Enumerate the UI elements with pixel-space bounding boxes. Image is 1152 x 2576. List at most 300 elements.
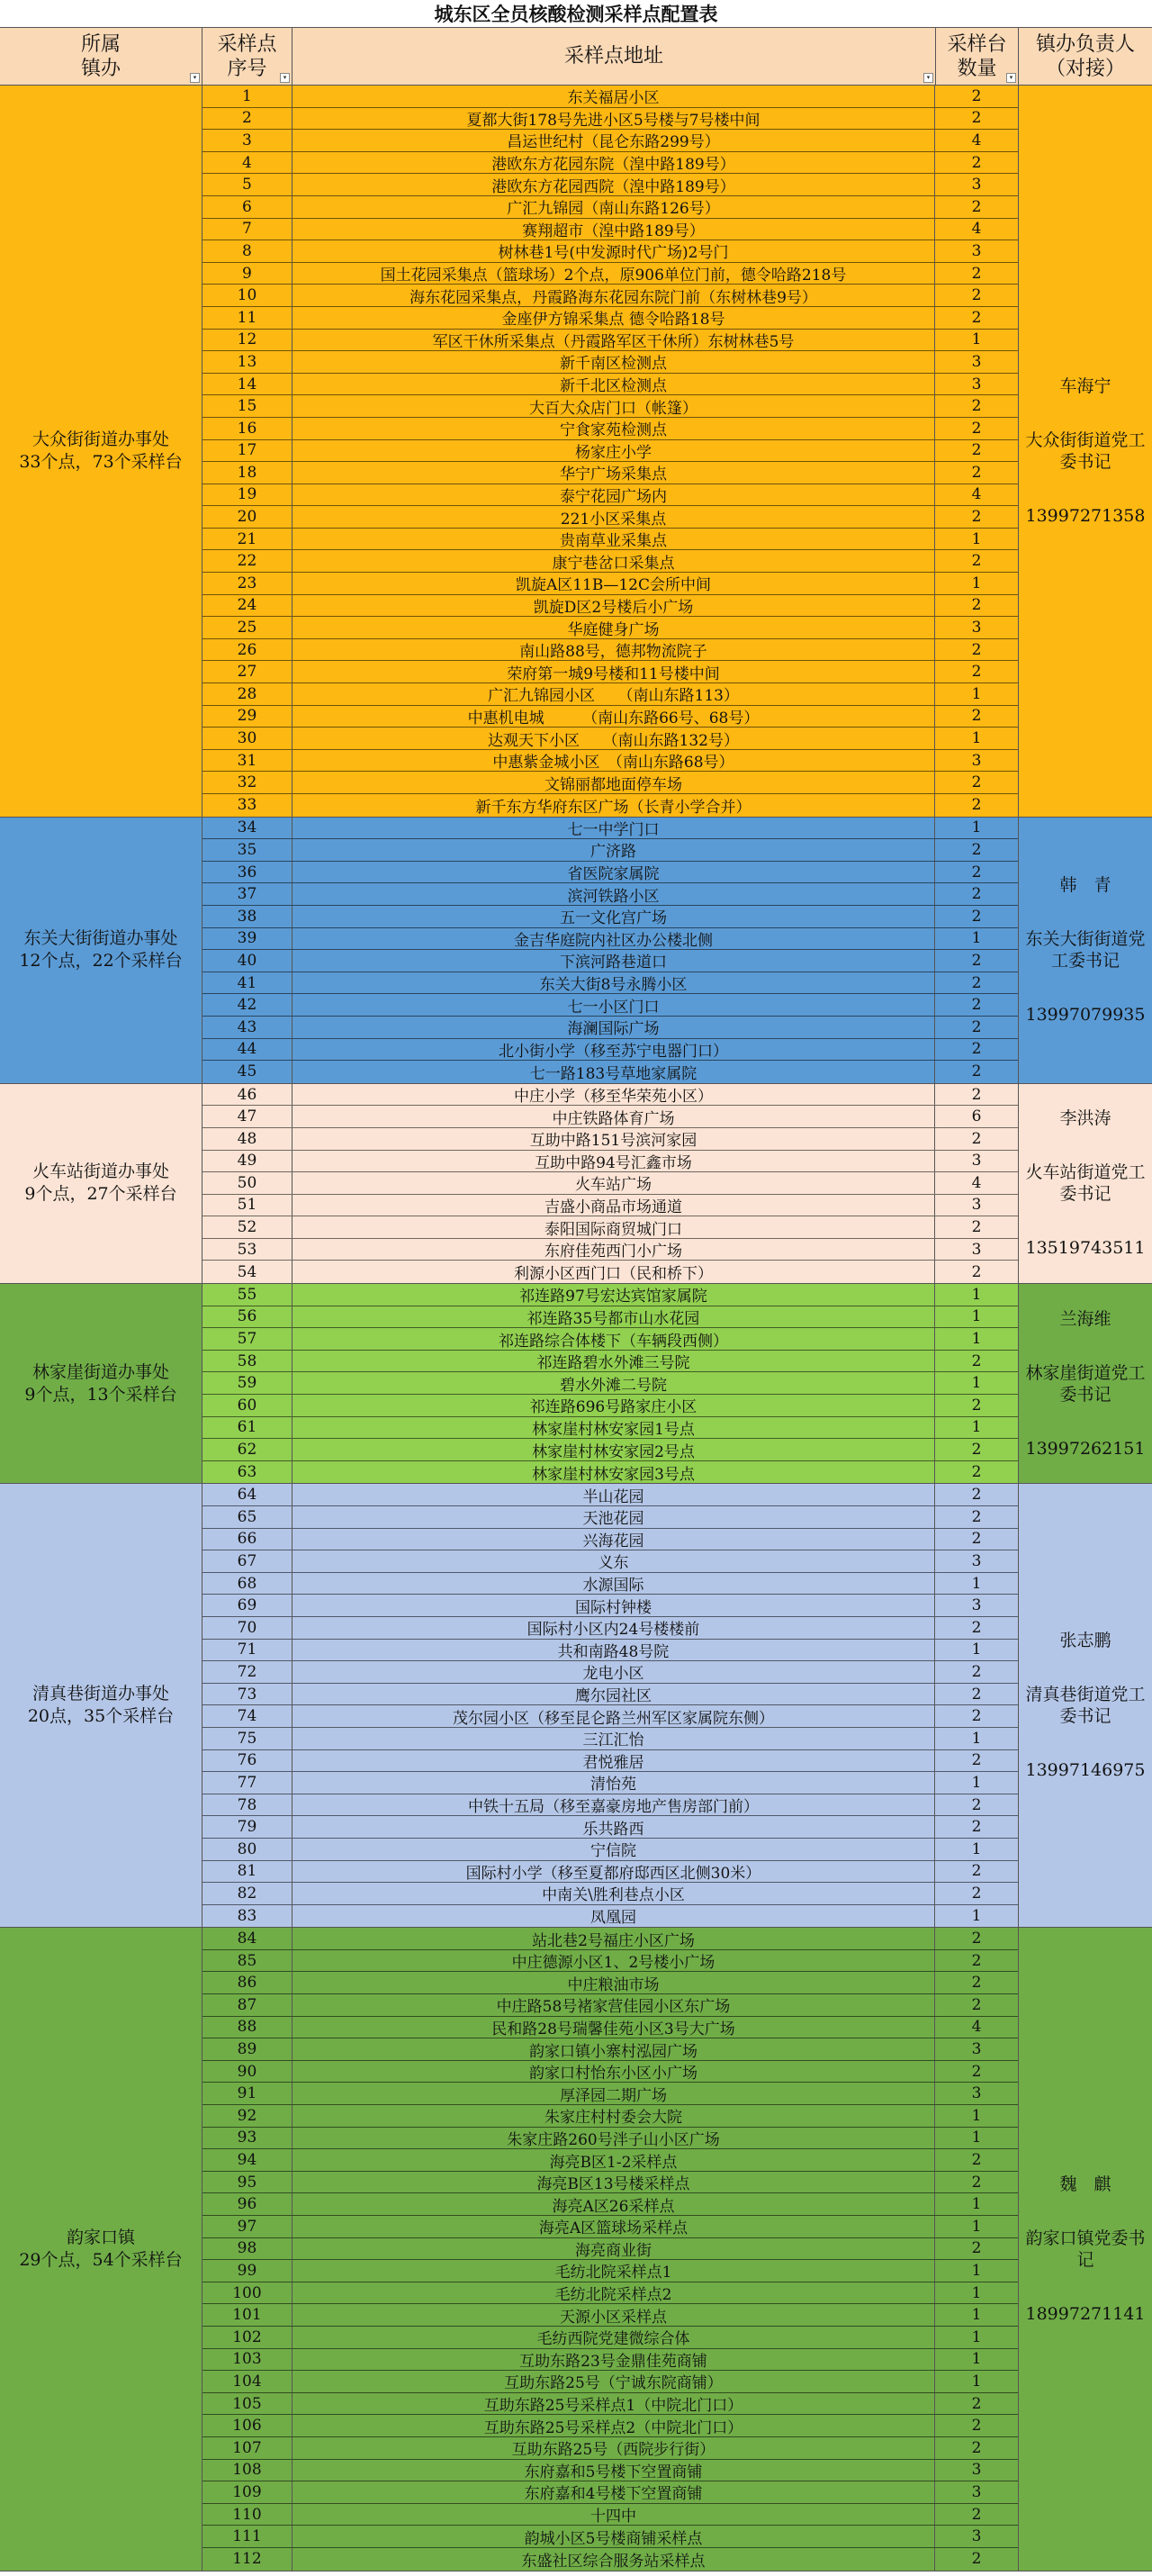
table-row bbox=[202, 1484, 1018, 1506]
leader-name: 韩 青 bbox=[1059, 875, 1112, 896]
site-count: 4 bbox=[971, 1173, 982, 1192]
site-address: 天池花园 bbox=[292, 1506, 935, 1528]
town-cell: 东关大街街道办事处 12个点，22个采样台 bbox=[0, 818, 202, 1083]
filter-dropdown-icon[interactable]: ▾ bbox=[923, 73, 933, 83]
site-address: 海亮A区篮球场采样点 bbox=[292, 2216, 935, 2237]
header-addr-label: 采样点地址 bbox=[563, 45, 663, 68]
site-seq: 29 bbox=[202, 706, 292, 728]
site-count: 1 bbox=[971, 684, 982, 703]
site-seq: 9 bbox=[202, 263, 292, 285]
site-count: 4 bbox=[971, 220, 982, 239]
site-count: 2 bbox=[971, 2062, 982, 2081]
site-count: 2 bbox=[971, 1884, 982, 1903]
site-address: 海亮A区26采样点 bbox=[292, 2193, 935, 2215]
site-count: 3 bbox=[971, 2527, 982, 2546]
site-address: 吉盛小商品市场通道 bbox=[292, 1195, 935, 1216]
table-row bbox=[202, 240, 1018, 263]
site-address: 荣府第一城9号楼和11号楼中间 bbox=[292, 661, 935, 682]
group-block bbox=[0, 818, 1152, 1084]
site-count: 2 bbox=[971, 1507, 982, 1526]
site-address: 互助东路25号采样点2（中院北门口） bbox=[292, 2415, 935, 2436]
table-row bbox=[202, 2304, 1018, 2327]
site-seq: 22 bbox=[202, 550, 292, 572]
table-row bbox=[202, 1439, 1018, 1461]
site-seq: 103 bbox=[202, 2349, 292, 2371]
site-address: 祁连路综合体楼下（车辆段西侧） bbox=[292, 1328, 935, 1350]
site-address: 凯旋D区2号楼后小广场 bbox=[292, 595, 935, 617]
leader-name: 张志鹏 bbox=[1059, 1631, 1112, 1651]
site-address: 半山花园 bbox=[292, 1484, 935, 1505]
site-seq: 105 bbox=[202, 2393, 292, 2415]
site-address: 新千东方华府东区广场（长青小学合并） bbox=[292, 794, 935, 817]
site-seq: 36 bbox=[202, 862, 292, 883]
site-count: 2 bbox=[971, 1530, 982, 1549]
site-address: 泰阳国际商贸城门口 bbox=[292, 1216, 935, 1238]
site-count: 3 bbox=[971, 751, 982, 770]
site-seq: 34 bbox=[202, 818, 292, 839]
site-address: 互助东路25号采样点1（中院北门口） bbox=[292, 2393, 935, 2415]
table-row bbox=[202, 1216, 1018, 1239]
site-count: 6 bbox=[971, 1107, 982, 1126]
site-count: 1 bbox=[971, 2306, 982, 2325]
table-row bbox=[202, 2415, 1018, 2437]
site-address: 广汇九锦园小区 （南山东路113） bbox=[292, 683, 935, 705]
table-row bbox=[202, 86, 1018, 108]
site-address: 君悦雅居 bbox=[292, 1750, 935, 1772]
site-count: 2 bbox=[971, 1085, 982, 1104]
site-seq: 82 bbox=[202, 1883, 292, 1904]
site-address: 祁连路97号宏达宾馆家属院 bbox=[292, 1284, 935, 1306]
site-address: 滨河铁路小区 bbox=[292, 883, 935, 905]
site-seq: 50 bbox=[202, 1172, 292, 1194]
header-count bbox=[936, 28, 1019, 85]
site-address: 乐共路西 bbox=[292, 1816, 935, 1838]
site-count: 3 bbox=[971, 619, 982, 637]
site-count: 3 bbox=[971, 2482, 982, 2501]
site-count: 2 bbox=[971, 1396, 982, 1415]
site-seq: 79 bbox=[202, 1816, 292, 1838]
table-row bbox=[202, 484, 1018, 507]
table-row bbox=[202, 2437, 1018, 2460]
site-address: 国际村钟楼 bbox=[292, 1595, 935, 1616]
table-row bbox=[202, 2504, 1018, 2526]
leader-cell bbox=[1019, 1928, 1152, 2570]
table-row bbox=[202, 374, 1018, 396]
site-seq: 67 bbox=[202, 1550, 292, 1572]
leader-phone: 13519743511 bbox=[1025, 1238, 1146, 1259]
site-seq: 65 bbox=[202, 1506, 292, 1528]
site-seq: 13 bbox=[202, 351, 292, 373]
site-count: 2 bbox=[971, 1017, 982, 1036]
site-count: 2 bbox=[971, 441, 982, 460]
site-count: 3 bbox=[971, 352, 982, 371]
site-count: 2 bbox=[971, 663, 982, 682]
site-address: 茂尔园小区（移至昆仑路兰州军区家属院东侧） bbox=[292, 1705, 935, 1727]
site-count: 2 bbox=[971, 552, 982, 571]
table-row bbox=[202, 1661, 1018, 1684]
site-address: 中庄德源小区1、2号楼小广场 bbox=[292, 1950, 935, 1972]
site-count: 1 bbox=[971, 529, 982, 548]
site-seq: 52 bbox=[202, 1216, 292, 1238]
header-seq-label: 采样点 序号 bbox=[217, 32, 277, 80]
site-count: 2 bbox=[971, 2151, 982, 2170]
table-row bbox=[202, 1529, 1018, 1551]
site-seq: 31 bbox=[202, 750, 292, 772]
site-seq: 49 bbox=[202, 1151, 292, 1172]
table-row bbox=[202, 750, 1018, 773]
table-row bbox=[202, 906, 1018, 928]
site-seq: 8 bbox=[202, 240, 292, 262]
site-seq: 12 bbox=[202, 330, 292, 351]
site-address: 韵家口村怡东小区小广场 bbox=[292, 2061, 935, 2083]
site-count: 2 bbox=[971, 1707, 982, 1726]
site-count: 2 bbox=[971, 863, 982, 881]
site-count: 1 bbox=[971, 2372, 982, 2391]
site-seq: 40 bbox=[202, 950, 292, 972]
town-cell: 韵家口镇 29个点，54个采样台 bbox=[0, 1928, 202, 2570]
site-seq: 100 bbox=[202, 2282, 292, 2304]
table-row bbox=[202, 418, 1018, 440]
table-row bbox=[202, 1195, 1018, 1217]
table-row bbox=[202, 2149, 1018, 2172]
site-count: 2 bbox=[971, 996, 982, 1015]
site-seq: 64 bbox=[202, 1484, 292, 1505]
site-address: 凤凰园 bbox=[292, 1905, 935, 1928]
site-address: 海亮B区13号楼采样点 bbox=[292, 2172, 935, 2193]
site-seq: 53 bbox=[202, 1239, 292, 1261]
site-count: 1 bbox=[971, 1773, 982, 1792]
site-seq: 27 bbox=[202, 661, 292, 682]
table-row bbox=[202, 285, 1018, 307]
site-seq: 62 bbox=[202, 1439, 292, 1460]
table-row bbox=[202, 2038, 1018, 2061]
site-address: 贵南草业采集点 bbox=[292, 529, 935, 550]
site-seq: 93 bbox=[202, 2128, 292, 2149]
site-address: 林家崖村林安家园3号点 bbox=[292, 1461, 935, 1484]
site-count: 1 bbox=[971, 2129, 982, 2147]
site-seq: 97 bbox=[202, 2216, 292, 2237]
site-seq: 88 bbox=[202, 2017, 292, 2038]
site-seq: 98 bbox=[202, 2238, 292, 2260]
table-row bbox=[202, 2349, 1018, 2372]
table-row bbox=[202, 706, 1018, 728]
table-row bbox=[202, 928, 1018, 951]
leader-title: 大众街街道党工委书记 bbox=[1025, 429, 1146, 472]
site-address: 221小区采集点 bbox=[292, 506, 935, 528]
site-address: 中庄路58号褚家营佳园小区东广场 bbox=[292, 1994, 935, 2016]
site-seq: 57 bbox=[202, 1328, 292, 1350]
site-count: 2 bbox=[971, 1062, 982, 1081]
site-count: 1 bbox=[971, 2261, 982, 2280]
table-row bbox=[202, 1261, 1018, 1283]
table-row bbox=[202, 2216, 1018, 2238]
table-row bbox=[202, 330, 1018, 352]
site-address: 林家崖村林安家园2号点 bbox=[292, 1439, 935, 1460]
site-address: 广汇九锦园（南山东路126号） bbox=[292, 196, 935, 218]
site-count: 3 bbox=[971, 241, 982, 260]
site-seq: 46 bbox=[202, 1084, 292, 1106]
site-address: 国际村小学（移至夏都府邸西区北侧30米） bbox=[292, 1861, 935, 1883]
table-row bbox=[202, 1106, 1018, 1128]
table-row bbox=[202, 1061, 1018, 1083]
table-row bbox=[202, 839, 1018, 862]
table-row bbox=[202, 2371, 1018, 2393]
site-count: 2 bbox=[971, 286, 982, 305]
site-address: 东府嘉和5号楼下空置商铺 bbox=[292, 2460, 935, 2481]
site-count: 2 bbox=[971, 2505, 982, 2524]
site-seq: 77 bbox=[202, 1772, 292, 1794]
table-row bbox=[202, 1617, 1018, 1640]
leader-title: 林家崖街道党工委书记 bbox=[1025, 1362, 1146, 1405]
site-address: 中庄小学（移至华荣苑小区） bbox=[292, 1084, 935, 1106]
header-town bbox=[0, 28, 202, 85]
site-address: 东盛社区综合服务站采样点 bbox=[292, 2548, 935, 2571]
table-row bbox=[202, 972, 1018, 995]
table-row bbox=[202, 506, 1018, 529]
site-seq: 24 bbox=[202, 595, 292, 617]
site-address: 康宁巷岔口采集点 bbox=[292, 550, 935, 572]
group-block bbox=[0, 1284, 1152, 1484]
group-block bbox=[0, 1928, 1152, 2571]
table-row bbox=[202, 994, 1018, 1017]
site-address: 互助中路151号滨河家园 bbox=[292, 1128, 935, 1150]
site-address: 夏都大街178号先进小区5号楼与7号楼中间 bbox=[292, 108, 935, 130]
site-count: 4 bbox=[971, 131, 982, 149]
site-seq: 71 bbox=[202, 1640, 292, 1661]
table-row bbox=[202, 152, 1018, 175]
site-seq: 68 bbox=[202, 1573, 292, 1595]
site-count: 1 bbox=[971, 2327, 982, 2346]
table-row bbox=[202, 108, 1018, 131]
site-address: 火车站广场 bbox=[292, 1172, 935, 1194]
table-row bbox=[202, 1084, 1018, 1107]
site-address: 七一中学门口 bbox=[292, 818, 935, 839]
site-address: 大百大众店门口（帐篷） bbox=[292, 395, 935, 417]
site-seq: 60 bbox=[202, 1395, 292, 1416]
site-seq: 30 bbox=[202, 728, 292, 749]
site-seq: 54 bbox=[202, 1261, 292, 1283]
site-rows bbox=[202, 1484, 1019, 1927]
site-seq: 3 bbox=[202, 130, 292, 151]
site-seq: 96 bbox=[202, 2193, 292, 2215]
site-address: 祁连路35号都市山水花园 bbox=[292, 1306, 935, 1328]
site-address: 互助中路94号汇鑫市场 bbox=[292, 1151, 935, 1172]
site-seq: 14 bbox=[202, 374, 292, 395]
site-address: 东府佳苑西门小广场 bbox=[292, 1239, 935, 1261]
table-row bbox=[202, 862, 1018, 884]
table-row bbox=[202, 2061, 1018, 2083]
site-seq: 109 bbox=[202, 2481, 292, 2503]
site-address: 互助东路25号（宁诚东院商铺） bbox=[292, 2371, 935, 2392]
table-row bbox=[202, 1417, 1018, 1440]
table-row bbox=[202, 2481, 1018, 2504]
site-count: 2 bbox=[971, 397, 982, 416]
site-seq: 84 bbox=[202, 1928, 292, 1949]
site-seq: 85 bbox=[202, 1950, 292, 1972]
site-address: 五一文化宫广场 bbox=[292, 906, 935, 927]
site-seq: 101 bbox=[202, 2304, 292, 2326]
site-count: 1 bbox=[971, 1839, 982, 1858]
table-row bbox=[202, 1684, 1018, 1706]
site-seq: 87 bbox=[202, 1994, 292, 2016]
site-seq: 104 bbox=[202, 2371, 292, 2392]
site-address: 海亮B区1-2采样点 bbox=[292, 2149, 935, 2171]
site-address: 昌运世纪村（昆仑东路299号） bbox=[292, 130, 935, 151]
site-count: 2 bbox=[971, 773, 982, 792]
site-seq: 10 bbox=[202, 285, 292, 306]
site-count: 2 bbox=[971, 1795, 982, 1814]
table-row bbox=[202, 1128, 1018, 1151]
site-address: 水源国际 bbox=[292, 1573, 935, 1595]
site-seq: 83 bbox=[202, 1905, 292, 1928]
site-address: 新千南区检测点 bbox=[292, 351, 935, 373]
site-seq: 76 bbox=[202, 1750, 292, 1772]
filter-dropdown-icon[interactable]: ▾ bbox=[1006, 73, 1016, 83]
site-seq: 92 bbox=[202, 2105, 292, 2127]
site-count: 2 bbox=[971, 86, 982, 105]
table-row bbox=[202, 529, 1018, 551]
site-seq: 43 bbox=[202, 1017, 292, 1038]
site-seq: 20 bbox=[202, 506, 292, 528]
table-row bbox=[202, 1461, 1018, 1484]
site-seq: 37 bbox=[202, 883, 292, 905]
site-seq: 39 bbox=[202, 928, 292, 950]
site-count: 1 bbox=[971, 729, 982, 748]
site-count: 2 bbox=[971, 1463, 982, 1482]
table-row bbox=[202, 2238, 1018, 2261]
table-row bbox=[202, 196, 1018, 219]
site-address: 七一小区门口 bbox=[292, 994, 935, 1016]
site-address: 清怡苑 bbox=[292, 1772, 935, 1794]
site-count: 1 bbox=[971, 1374, 982, 1393]
leader-title: 韵家口镇党委书记 bbox=[1025, 2228, 1146, 2270]
table-row bbox=[202, 2548, 1018, 2571]
site-count: 1 bbox=[971, 818, 982, 837]
table-row bbox=[202, 595, 1018, 618]
site-address: 泰宁花园广场内 bbox=[292, 484, 935, 506]
site-count: 3 bbox=[971, 375, 982, 393]
town-cell: 林家崖街道办事处 9个点，13个采样台 bbox=[0, 1284, 202, 1483]
site-count: 2 bbox=[971, 2394, 982, 2413]
site-address: 中铁十五局（移至嘉豪房地产售房部门前） bbox=[292, 1794, 935, 1816]
table-title: 城东区全员核酸检测采样点配置表 bbox=[0, 0, 1152, 28]
site-seq: 72 bbox=[202, 1661, 292, 1683]
site-count: 4 bbox=[971, 2018, 982, 2037]
site-seq: 44 bbox=[202, 1039, 292, 1061]
table-row bbox=[202, 1328, 1018, 1351]
site-seq: 73 bbox=[202, 1684, 292, 1705]
site-count: 2 bbox=[971, 508, 982, 527]
site-count: 2 bbox=[971, 264, 982, 283]
table-row bbox=[202, 130, 1018, 152]
table-row bbox=[202, 2526, 1018, 2548]
site-count: 2 bbox=[971, 1618, 982, 1637]
table-row bbox=[202, 1905, 1018, 1928]
header-row bbox=[0, 28, 1152, 86]
site-count: 2 bbox=[971, 1262, 982, 1281]
site-seq: 25 bbox=[202, 617, 292, 638]
site-address: 互助东路25号（西院步行街） bbox=[292, 2437, 935, 2459]
site-count: 2 bbox=[971, 1486, 982, 1505]
site-address: 南山路88号，德邦物流院子 bbox=[292, 639, 935, 661]
table-row bbox=[202, 2172, 1018, 2194]
leader-phone: 13997271358 bbox=[1025, 505, 1146, 526]
site-count: 1 bbox=[971, 1906, 982, 1925]
site-count: 3 bbox=[971, 1196, 982, 1215]
table-row bbox=[202, 2327, 1018, 2349]
table-row bbox=[202, 1928, 1018, 1950]
site-count: 4 bbox=[971, 485, 982, 504]
site-seq: 74 bbox=[202, 1705, 292, 1727]
site-count: 2 bbox=[971, 973, 982, 992]
table-row bbox=[202, 1728, 1018, 1750]
filter-dropdown-icon[interactable]: ▾ bbox=[190, 73, 200, 83]
site-count: 1 bbox=[971, 2217, 982, 2236]
table-row bbox=[202, 2282, 1018, 2305]
table-row bbox=[202, 2105, 1018, 2128]
site-count: 1 bbox=[971, 1330, 982, 1349]
table-row bbox=[202, 1794, 1018, 1817]
leader-phone: 18997271141 bbox=[1025, 2303, 1146, 2324]
table-row bbox=[202, 1772, 1018, 1794]
filter-dropdown-icon[interactable]: ▾ bbox=[280, 73, 290, 83]
site-seq: 112 bbox=[202, 2548, 292, 2571]
site-count: 1 bbox=[971, 1729, 982, 1748]
site-address: 东关福居小区 bbox=[292, 86, 935, 107]
leader-cell bbox=[1019, 1484, 1152, 1927]
site-seq: 86 bbox=[202, 1972, 292, 1993]
site-seq: 41 bbox=[202, 972, 292, 994]
site-address: 中惠紫金城小区 （南山东路68号） bbox=[292, 750, 935, 772]
site-address: 东府嘉和4号楼下空置商铺 bbox=[292, 2481, 935, 2503]
table-row bbox=[202, 1039, 1018, 1062]
site-address: 港欧东方花园东院（湟中路189号） bbox=[292, 152, 935, 174]
site-seq: 95 bbox=[202, 2172, 292, 2193]
site-rows bbox=[202, 86, 1019, 817]
site-address: 祁连路碧水外滩三号院 bbox=[292, 1351, 935, 1372]
site-seq: 70 bbox=[202, 1617, 292, 1639]
site-count: 2 bbox=[971, 1862, 982, 1881]
table-row bbox=[202, 1573, 1018, 1595]
table-row bbox=[202, 617, 1018, 639]
site-count: 2 bbox=[971, 885, 982, 904]
site-seq: 26 bbox=[202, 639, 292, 661]
site-seq: 16 bbox=[202, 418, 292, 439]
leader-cell bbox=[1019, 818, 1152, 1083]
site-seq: 108 bbox=[202, 2460, 292, 2481]
table-row bbox=[202, 1972, 1018, 1994]
site-count: 2 bbox=[971, 1218, 982, 1237]
table-row bbox=[202, 818, 1018, 840]
leader-title: 清真巷街道党工委书记 bbox=[1025, 1685, 1146, 1727]
site-address: 海澜国际广场 bbox=[292, 1017, 935, 1038]
table-row bbox=[202, 1883, 1018, 1905]
leader-cell bbox=[1019, 86, 1152, 817]
table-row bbox=[202, 772, 1018, 794]
site-address: 中南关\胜利巷点小区 bbox=[292, 1883, 935, 1904]
site-address: 义东 bbox=[292, 1550, 935, 1572]
leader-title: 火车站街道党工委书记 bbox=[1025, 1162, 1146, 1205]
site-count: 1 bbox=[971, 330, 982, 349]
site-address: 龙电小区 bbox=[292, 1661, 935, 1683]
site-count: 3 bbox=[971, 1551, 982, 1570]
table-row bbox=[202, 1172, 1018, 1195]
site-count: 2 bbox=[971, 2438, 982, 2457]
site-count: 1 bbox=[971, 1574, 982, 1593]
town-cell: 大众街街道办事处 33个点，73个采样台 bbox=[0, 86, 202, 817]
site-count: 2 bbox=[971, 463, 982, 482]
site-count: 1 bbox=[971, 2106, 982, 2125]
